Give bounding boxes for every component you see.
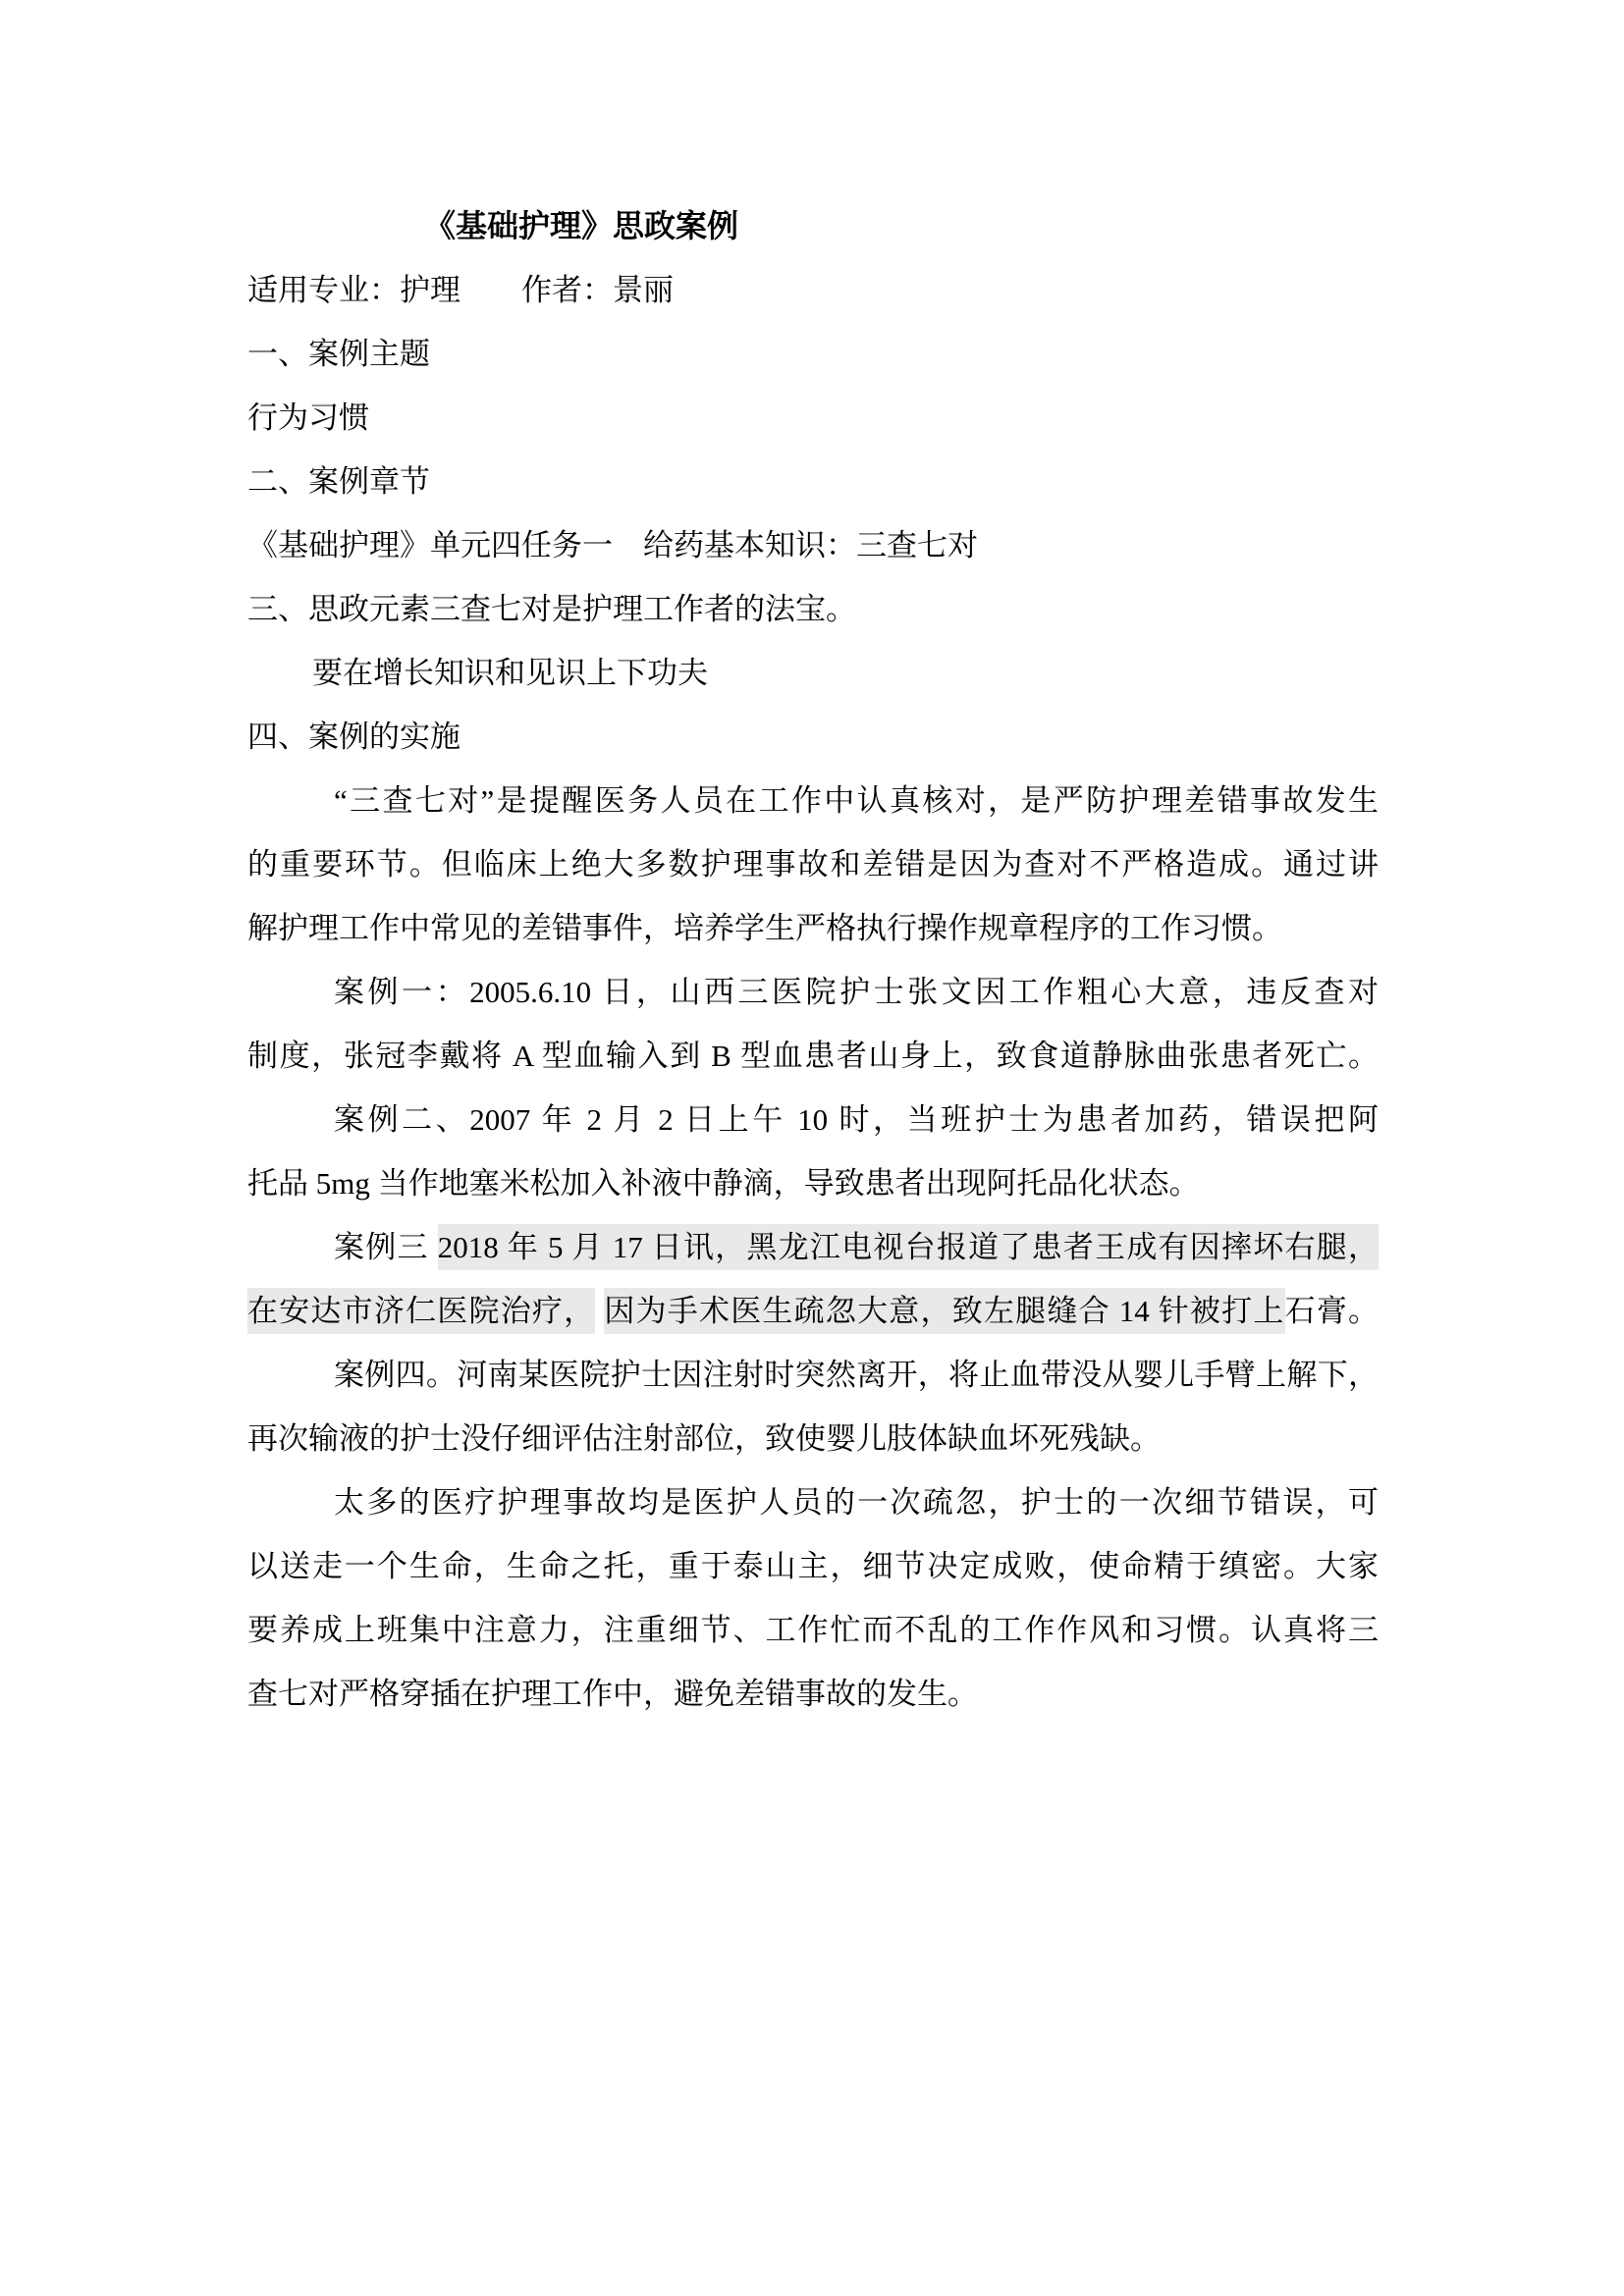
case4-line-2: 再次输液的护士没仔细评估注射部位，致使婴儿肢体缺血坏死残缺。: [247, 1421, 1161, 1456]
heading-section-3: 三、思政元素三查七对是护理工作者的法宝。: [247, 592, 856, 626]
case1-line-1: 案例一：2005.6.10 日，山西三医院护士张文因工作粗心大意，违反查对: [334, 975, 1379, 1009]
doc-title: 《基础护理》思政案例: [424, 208, 739, 243]
ideology-element-subtext: 要在增长知识和见识上下功夫: [312, 656, 708, 690]
heading-section-1: 一、案例主题: [247, 337, 430, 371]
summary-para-line-2: 以送走一个生命，生命之托，重于泰山主，细节决定成败，使命精于缜密。大家: [247, 1549, 1379, 1583]
case-topic-text: 行为习惯: [247, 400, 369, 435]
case4-line-1: 案例四。河南某医院护士因注射时突然离开，将止血带没从婴儿手臂上解下，: [334, 1358, 1379, 1392]
case2-line-2: 托品 5mg 当作地塞米松加入补液中静滴，导致患者出现阿托品化状态。: [247, 1166, 1200, 1201]
case3-highlighted-text-3: 因为手术医生疏忽大意，致左腿缝合 14 针被打上: [604, 1288, 1284, 1334]
case-chapter-text: 《基础护理》单元四任务一 给药基本知识：三查七对: [247, 528, 978, 562]
case3-prefix-text: 案例三: [334, 1230, 438, 1264]
summary-para-line-4: 查七对严格穿插在护理工作中，避免差错事故的发生。: [247, 1677, 978, 1711]
implementation-para-line-3: 解护理工作中常见的差错事件，培养学生严格执行操作规章程序的工作习惯。: [247, 911, 1282, 945]
summary-para-line-1: 太多的医疗护理事故均是医护人员的一次疏忽，护士的一次细节错误，可: [334, 1485, 1379, 1520]
heading-section-2: 二、案例章节: [247, 464, 430, 499]
case3-gap-text: [595, 1294, 604, 1328]
case2-line-1: 案例二、2007 年 2 月 2 日上午 10 时，当班护士为患者加药，错误把阿: [334, 1102, 1379, 1137]
document-body: [247, 194, 1379, 1726]
case1-line-2: 制度，张冠李戴将 A 型血输入到 B 型血患者山身上，致食道静脉曲张患者死亡。: [247, 1039, 1379, 1073]
case3-highlighted-text-1: 2018 年 5 月 17 日讯，黑龙江电视台报道了患者王成有因摔坏右腿，: [438, 1224, 1379, 1270]
implementation-para-line-2: 的重要环节。但临床上绝大多数护理事故和差错是因为查对不严格造成。通过讲: [247, 847, 1379, 881]
meta-major-author-line: 适用专业：护理 作者：景丽: [247, 273, 674, 307]
heading-section-4: 四、案例的实施: [247, 720, 460, 754]
case3-line-1: [247, 1215, 1379, 1279]
implementation-para-line-1: “三查七对”是提醒医务人员在工作中认真核对，是严防护理差错事故发生: [334, 783, 1379, 818]
case3-suffix-text: 石膏。: [1284, 1294, 1379, 1328]
case3-highlighted-text-2: 在安达市济仁医院治疗，: [247, 1288, 595, 1334]
summary-para-line-3: 要养成上班集中注意力，注重细节、工作忙而不乱的工作作风和习惯。认真将三: [247, 1613, 1379, 1647]
case3-line-2: [247, 1279, 1379, 1343]
